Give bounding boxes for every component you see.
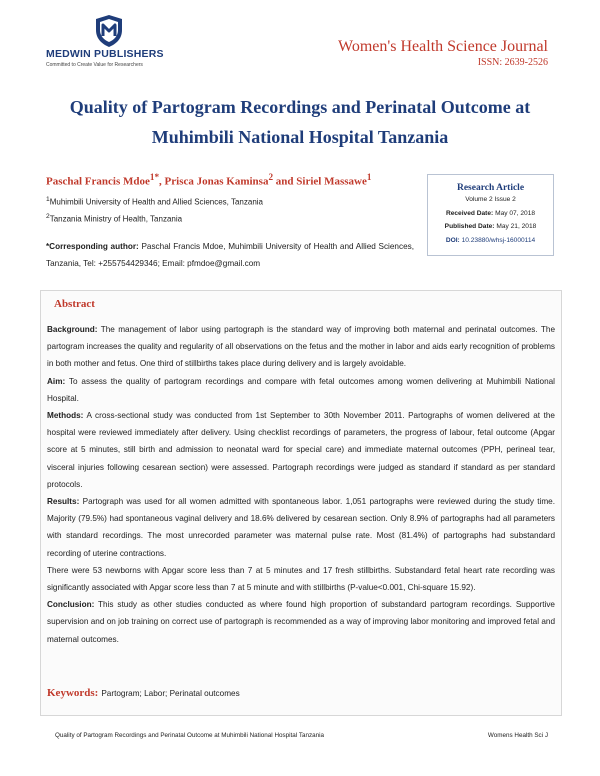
footer-journal-abbrev: Womens Health Sci J [487, 732, 548, 739]
abstract-conclusion [47, 596, 555, 648]
journal-issn: ISSN: 2639-2526 [477, 57, 548, 68]
affiliation-2 [46, 213, 182, 224]
publisher-tagline: Committed to Create Value for Researchers [46, 62, 143, 68]
abstract-methods [47, 407, 555, 493]
section-label: Methods: [47, 411, 84, 421]
author-separator: , [159, 175, 162, 188]
affiliation-text: Muhimbili University of Health and Allied Sciences, Tanzania [49, 197, 263, 207]
corresponding-author-label: *Corresponding author: [46, 242, 139, 251]
published-date [428, 220, 553, 234]
footer-running-title: Quality of Partogram Recordings and Perinatal Outcome at Muhimbili National Hospital Tanzania [55, 732, 325, 739]
section-label: Conclusion: [47, 600, 95, 610]
article-title: Quality of Partogram Recordings and Perinatal Outcome at Muhimbili National Hospital Tanzania [69, 97, 531, 147]
received-date-label: Received Date: [445, 209, 494, 217]
affiliation-1 [46, 196, 263, 207]
section-label: Background: [47, 325, 98, 334]
doi-value[interactable]: 10.23880/whsj-16000114 [461, 236, 536, 244]
keywords-list: Partogram; Labor; Perinatal outcomes [101, 689, 240, 698]
affiliation-number: 2 [46, 213, 50, 220]
section-label: Aim: [47, 376, 66, 386]
publisher-name: MEDWIN PUBLISHERS [46, 48, 164, 60]
section-text: The management of labor using partograph is the standard way of improving both maternal and perinatal outcomes. The partogram increases the quality and regularity of all observations on the fetus and the mother in labor and aids early recognition of problems in both mother and fetus. One third of stillbirths takes place during delivery and is largely avoidable. [47, 325, 555, 369]
author-conjunction: and [275, 175, 294, 188]
section-text: To assess the quality of partogram recordings and compare with fetal outcomes among women delivering at Muhimbili National Hospital. [47, 376, 555, 403]
author-affiliation-marker: 1* [149, 172, 160, 182]
published-date-label: Published Date: [444, 223, 495, 230]
received-date-value: May 07, 2018 [495, 209, 536, 217]
received-date [428, 207, 553, 221]
keywords [47, 687, 240, 699]
article-type: Research Article [456, 183, 525, 193]
doi[interactable] [428, 234, 553, 248]
abstract-heading: Abstract [54, 298, 95, 310]
author-affiliation-marker: 2 [268, 172, 274, 182]
author-list [46, 172, 371, 188]
medwin-shield-icon [94, 14, 124, 48]
author-affiliation-marker: 1 [366, 172, 372, 182]
keywords-label: Keywords: [47, 687, 99, 699]
publisher-logo[interactable] [46, 14, 206, 66]
abstract-results-continued: There were 53 newborns with Apgar score less than 7 at 5 minutes and 17 fresh stillbirths. Substandard fetal heart rate recording was significantly associated with Apgar score less than 7 at 5 minute and with stillbirths (P-value<0.001, Chi-square 15.92). [47, 565, 555, 593]
corresponding-author-details[interactable]: Paschal Francis Mdoe, Muhimbili University of Health and Allied Sciences, Tanzania, Tel: +255754429346; Email: pfmdoe@gmail.com [46, 242, 414, 268]
section-label: Results: [47, 497, 80, 507]
abstract-aim [47, 373, 555, 407]
published-date-value: May 21, 2018 [496, 223, 537, 230]
abstract-background [47, 321, 555, 373]
article-info-box [427, 174, 554, 256]
corresponding-author [46, 238, 414, 272]
section-text: A cross-sectional study was conducted from 1st September to 30th November 2011. Partographs of women delivered at the hospital were reviewed immediately after delivery. Using checklist recordings of parameters, the progress of labour, fetal outcome (Apgar score at 5 minutes, still birth and admission to neonatal ward for special care) and immediate maternal outcomes (PPH, perineal tear, visceral injuries following cesarean section) were assessed. Partograph recordings were judged as standard if standard as per standard protocols. [47, 411, 555, 489]
abstract-body [47, 321, 555, 648]
affiliation-text: Tanzania Ministry of Health, Tanzania [49, 214, 183, 224]
abstract-results [47, 493, 555, 562]
volume-issue: Volume 2 Issue 2 [465, 196, 516, 203]
author-name[interactable]: Paschal Francis Mdoe [46, 175, 150, 188]
section-text: This study as other studies conducted as where found high proportion of substandard partogram recordings. Supportive supervision and on job training on correct use of partograph is recommended as a way of improving labor monitoring and improved fetal and maternal outcomes. [47, 600, 555, 644]
journal-name[interactable]: Women's Health Science Journal [338, 38, 548, 55]
author-name[interactable]: Siriel Massawe [296, 175, 367, 188]
doi-label: DOI: [445, 236, 460, 244]
affiliation-number: 1 [46, 196, 50, 203]
abstract-box [40, 290, 562, 716]
author-name[interactable]: Prisca Jonas Kaminsa [164, 175, 269, 188]
section-text: Partograph was used for all women admitted with spontaneous labor. 1,051 partographs were reviewed during the study time. Majority (79.5%) had spontaneous vaginal delivery and 18.6% delivered by cesarean section. Only 8.9% of partographs had all parameters with standard recordings. The most unrecorded parameter was maternal pulse rate. Most (81.4%) of partographs had substandard recording of uterine contractions. [47, 497, 555, 558]
